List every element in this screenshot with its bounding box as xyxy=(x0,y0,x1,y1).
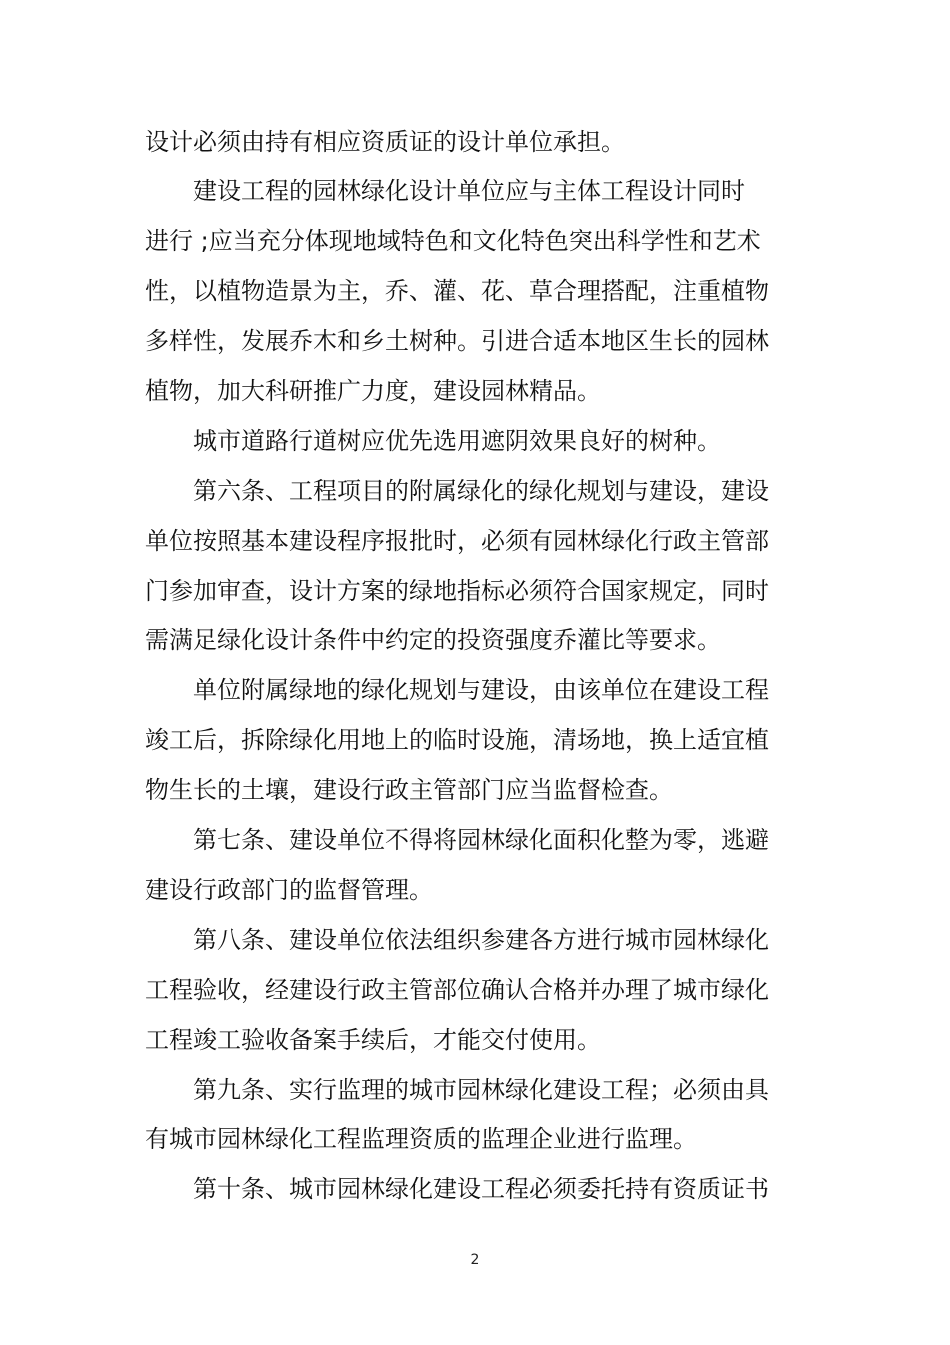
text-line: 第九条、实行监理的城市园林绿化建设工程；必须由具 xyxy=(193,1076,769,1104)
text-line: 第六条、工程项目的附属绿化的绿化规划与建设，建设 xyxy=(193,477,769,505)
text-line: 竣工后，拆除绿化用地上的临时设施，清场地，换上适宜植 xyxy=(145,726,769,754)
text-line: 单位附属绿地的绿化规划与建设，由该单位在建设工程 xyxy=(193,676,769,704)
text-line: 第十条、城市园林绿化建设工程必须委托持有资质证书 xyxy=(193,1175,769,1203)
text-line: 城市道路行道树应优先选用遮阴效果良好的树种。 xyxy=(193,427,721,455)
text-line: 植物，加大科研推广力度，建设园林精品。 xyxy=(145,377,601,405)
text-line: 工程验收，经建设行政主管部位确认合格并办理了城市绿化 xyxy=(145,976,769,1004)
text-line: 门参加审查，设计方案的绿地指标必须符合国家规定，同时 xyxy=(145,577,769,605)
text-line: 单位按照基本建设程序报批时，必须有园林绿化行政主管部 xyxy=(145,527,769,555)
text-line: 性，以植物造景为主，乔、灌、花、草合理搭配，注重植物 xyxy=(145,277,769,305)
text-line: 多样性，发展乔木和乡土树种。引进合适本地区生长的园林 xyxy=(145,327,769,355)
text-line: 进行 ;应当充分体现地域特色和文化特色突出科学性和艺术 xyxy=(145,227,761,255)
text-line: 需满足绿化设计条件中约定的投资强度乔灌比等要求。 xyxy=(145,626,721,654)
text-line: 工程竣工验收备案手续后，才能交付使用。 xyxy=(145,1026,601,1054)
text-line: 建设行政部门的监督管理。 xyxy=(145,876,433,904)
text-line: 建设工程的园林绿化设计单位应与主体工程设计同时 xyxy=(193,177,745,205)
text-line: 物生长的土壤，建设行政主管部门应当监督检查。 xyxy=(145,776,673,804)
text-line: 第七条、建设单位不得将园林绿化面积化整为零，逃避 xyxy=(193,826,769,854)
text-line: 有城市园林绿化工程监理资质的监理企业进行监理。 xyxy=(145,1125,697,1153)
text-line: 第八条、建设单位依法组织参建各方进行城市园林绿化 xyxy=(193,926,769,954)
page-number: 2 xyxy=(470,1252,480,1268)
text-line: 设计必须由持有相应资质证的设计单位承担。 xyxy=(145,128,625,156)
